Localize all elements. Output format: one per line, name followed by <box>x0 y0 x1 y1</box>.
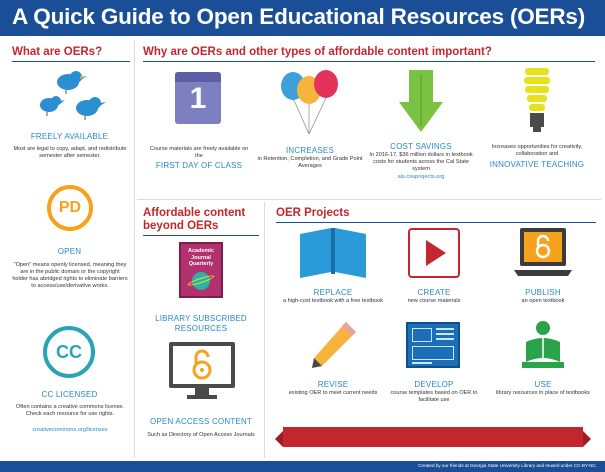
innovative-teaching-text: Increases opportunities for creativity, collaboration and <box>491 144 583 157</box>
open-access-text: Such as Directory of Open Access Journals <box>147 432 255 438</box>
develop-label: DEVELOP <box>414 380 454 389</box>
cc-licensed-label: CC LICENSED <box>41 390 98 399</box>
cost-savings-arrow-icon <box>399 70 443 132</box>
journal-title-line2: Journal <box>191 254 211 261</box>
section-title-what: What are OERs? <box>12 46 103 58</box>
innovative-teaching-label: INNOVATIVE TEACHING <box>489 160 585 169</box>
calendar-number: 1 <box>189 82 207 115</box>
oer-projects-panel <box>268 202 601 458</box>
section-divider <box>276 222 596 223</box>
cost-savings-text: In 2016-17, $36 million dollars in textbook costs for students across the Cal State system <box>369 152 473 172</box>
use-text: library resources in place of textbooks <box>496 390 590 396</box>
publish-label: PUBLISH <box>525 288 561 297</box>
library-subscribed-label-1: LIBRARY SUBSCRIBED <box>155 314 247 323</box>
page-title: A Quick Guide to Open Educational Resources (OERs) <box>12 4 586 29</box>
revise-label: REVISE <box>317 380 349 389</box>
why-important-panel <box>137 40 601 200</box>
section-title-affordable-1: Affordable content <box>143 207 246 219</box>
cc-licensed-text: Often contains a creative commons license. Check each resource for use rights. <box>15 404 125 417</box>
revise-text: existing OER to meet current needs <box>288 390 378 396</box>
section-title-affordable-2: beyond OERs <box>143 220 219 232</box>
use-label: USE <box>534 380 552 389</box>
section-divider <box>143 61 595 62</box>
develop-text: course templates based on OER to facilitate use <box>390 390 478 403</box>
replace-label: REPLACE <box>313 288 353 297</box>
open-label: OPEN <box>57 247 82 256</box>
increases-label: INCREASES <box>285 146 335 155</box>
footer-bar <box>0 461 605 472</box>
journal-icon <box>179 242 223 298</box>
open-access-monitor-icon <box>169 342 235 400</box>
first-day-text: Course materials are freely available on the <box>149 146 249 159</box>
footer-credit: Created by our friends at Georgia State University Library and reused under CC-BY-NC. <box>418 463 597 468</box>
freely-available-text: Most are legal to copy, adapt, and redistribute semester after semester. <box>13 146 127 159</box>
laptop-lock-icon <box>514 228 572 278</box>
section-title-why: Why are OERs and other types of affordable content important? <box>143 46 492 58</box>
library-subscribed-label-2: RESOURCES <box>174 324 228 333</box>
affordable-content-panel <box>137 202 265 458</box>
decorative-ribbon <box>283 427 583 447</box>
section-title-projects: OER Projects <box>276 207 350 219</box>
public-domain-icon: PD <box>47 185 93 231</box>
open-book-icon <box>300 228 366 278</box>
section-divider <box>143 235 259 236</box>
calendar-icon <box>175 72 221 124</box>
section-divider <box>12 61 130 62</box>
birds-icon <box>32 68 108 126</box>
blueprint-template-icon <box>406 322 460 368</box>
cost-savings-link[interactable]: als.csuprojects.org <box>397 174 445 180</box>
create-label: CREATE <box>417 288 451 297</box>
pencil-icon <box>312 322 358 368</box>
reader-icon <box>518 320 568 370</box>
cost-savings-label: COST SAVINGS <box>390 142 452 151</box>
header-bar <box>0 0 605 36</box>
light-bulb-icon <box>521 68 553 134</box>
balloons-icon <box>279 68 341 136</box>
cc-licenses-link[interactable]: creativecommons.org/licenses <box>32 427 108 433</box>
what-are-oers-panel <box>4 40 135 458</box>
first-day-label: FIRST DAY OF CLASS <box>155 161 243 170</box>
freely-available-label: FREELY AVAILABLE <box>30 132 109 141</box>
play-video-icon <box>408 228 460 278</box>
creative-commons-icon: CC <box>43 326 95 378</box>
create-text: new course materials <box>407 298 461 304</box>
publish-text: an open textbook <box>521 298 565 304</box>
journal-title-line1: Academic <box>188 248 214 254</box>
open-access-label: OPEN ACCESS CONTENT <box>149 417 253 426</box>
journal-title-line3: Quarterly <box>188 261 214 267</box>
open-text: "Open" means openly licensed, meaning they are in the public domain or the copyright holder has abridged rights to eliminate barriers to access/use/derivative works. <box>12 262 128 289</box>
increases-text: in Retention, Completion, and Grade Point Averages <box>257 156 363 169</box>
replace-text: a high-cost textbook with a free textbook <box>282 298 384 304</box>
